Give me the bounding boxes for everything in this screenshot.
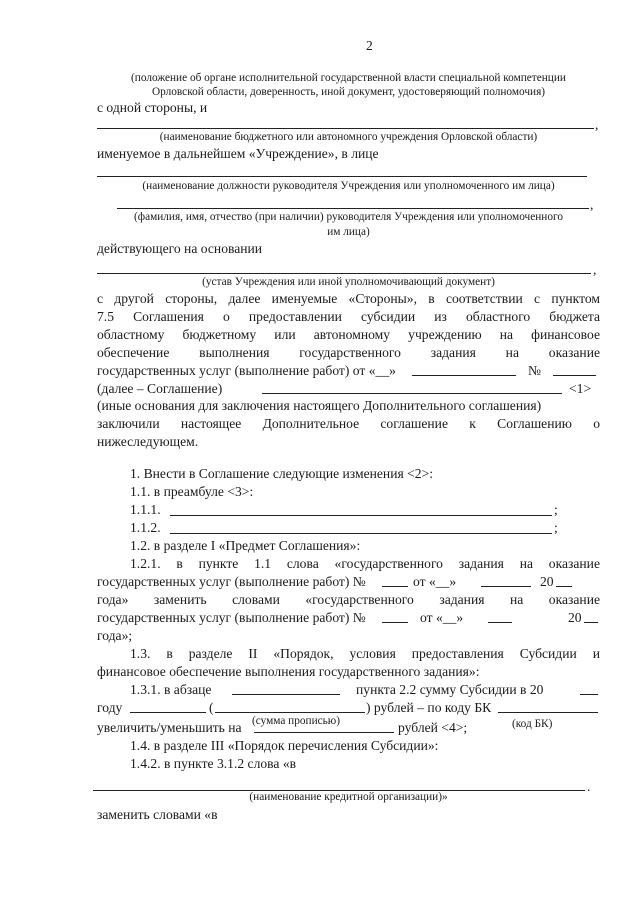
semicolon-1: ; — [554, 502, 558, 517]
agreement-date-blank — [412, 375, 516, 376]
old-task-year: 20 — [540, 574, 554, 589]
note-position: (наименование должности руководителя Учреждения или уполномоченного им лица) — [142, 180, 555, 192]
item-1-1: 1.1. в преамбуле <3>: — [130, 484, 254, 499]
old-task-date: от «__» — [413, 574, 457, 589]
item-1-3-1-b: пункта 2.2 сумму Субсидии в 20 — [356, 682, 544, 697]
new-task-date-blank — [488, 622, 512, 623]
new-task-date: от «__» — [420, 610, 464, 625]
item-1-2-1-line-3: года» заменить словами «государственного задания на оказание — [97, 592, 600, 607]
preamble-line-4: обеспечение выполнения государственного задания на оказание — [97, 345, 600, 360]
preamble-line-3: областному бюджетному или автономному учреждению на финансовое — [97, 327, 600, 342]
note-organ-line2: Орловской области, доверенность, иной документ, удостоверяющий полномочия) — [151, 86, 546, 98]
note-sum-words: (сумма прописью) — [252, 715, 340, 727]
preamble-line-6: (далее – Соглашение) — [97, 381, 223, 396]
preamble-line-9: нижеследующем. — [97, 434, 199, 449]
subsidy-year-blank — [580, 694, 598, 695]
item-1-1-1: 1.1.1. — [130, 502, 161, 517]
sum-words-blank — [215, 712, 365, 713]
item-1-4: 1.4. в разделе III «Порядок перечисления Субсидии»: — [130, 738, 439, 753]
semicolon-2: ; — [554, 520, 558, 535]
old-task-year-blank — [556, 586, 572, 587]
item-1-3-1-g: рублей <4>; — [398, 720, 468, 735]
charter-line — [97, 273, 591, 274]
item-1-3-line-2: финансовое обеспечение выполнения государственного задания»: — [97, 664, 480, 679]
preamble-line-8: заключили настоящее Дополнительное соглашение к Соглашению о — [97, 416, 600, 431]
fio-line — [117, 208, 589, 209]
item-1-2-1-line-1: 1.2.1. в пункте 1.1 слова «государственного задания на оказание — [130, 556, 600, 571]
item-1-1-1-blank — [170, 515, 552, 516]
item-1: 1. Внести в Соглашение следующие изменения <2>: — [130, 466, 434, 481]
note-fio-line2: им лица) — [327, 226, 370, 238]
note-fio-line1: (фамилия, имя, отчество (при наличии) руководителя Учреждения или уполномоченного — [134, 211, 563, 223]
item-1-2: 1.2. в разделе I «Предмет Соглашения»: — [130, 538, 361, 553]
item-1-3-1-e: ) рублей – по коду БК — [366, 700, 492, 715]
item-1-2-1-line-4: государственных услуг (выполнение работ) № — [97, 610, 366, 625]
acting-basis-text: действующего на основании — [97, 241, 263, 256]
preamble-line-5: государственных услуг (выполнение работ) от «__» — [97, 363, 396, 378]
item-1-3-1-a: 1.3.1. в абзаце — [130, 682, 212, 697]
bk-code-blank — [498, 712, 598, 713]
preamble-line-2: 7.5 Соглашения о предоставлении субсидии из областного бюджета — [97, 309, 600, 324]
number-sign: № — [528, 363, 541, 378]
comma-2: , — [590, 197, 594, 212]
preamble-line-1: с другой стороны, далее именуемые «Стороны», в соответствии с пунктом — [97, 291, 600, 306]
new-task-year: 20 — [568, 610, 582, 625]
item-1-1-2: 1.1.2. — [130, 520, 161, 535]
item-1-4-2: 1.4.2. в пункте 3.1.2 слова «в — [130, 756, 297, 771]
item-1-2-1-line-2: государственных услуг (выполнение работ) № — [97, 574, 366, 589]
note-organ-line1: (положение об органе исполнительной государственной власти специальной компетенции — [131, 72, 566, 84]
note-bk-code: (код БК) — [512, 718, 553, 730]
sum-digits-blank — [130, 712, 206, 713]
new-task-number-blank — [382, 622, 408, 623]
note-charter: (устав Учреждения или иной уполномочивающий документ) — [202, 276, 495, 288]
note-credit-org: (наименование кредитной организации)» — [249, 791, 448, 803]
change-amount-blank — [254, 732, 394, 733]
new-task-year-blank — [584, 622, 598, 623]
agreement-number-blank — [553, 375, 596, 376]
preamble-line-7: (иные основания для заключения настоящего Дополнительного соглашения) — [97, 398, 542, 413]
old-task-number-blank — [382, 586, 408, 587]
paragraph-blank — [232, 694, 340, 695]
comma-3: , — [593, 262, 597, 277]
item-1-3-1-f: увеличить/уменьшить на — [97, 720, 242, 735]
one-side-text: с одной стороны, и — [97, 100, 208, 115]
item-1-3-line-1: 1.3. в разделе II «Порядок, условия предоставления Субсидии и — [130, 646, 600, 661]
replace-words-text: заменить словами «в — [97, 807, 218, 822]
page-number: 2 — [366, 38, 373, 53]
item-1-1-2-blank — [170, 533, 552, 534]
old-task-date-blank — [481, 586, 531, 587]
comma-1: , — [595, 117, 599, 132]
item-1-3-1-c: году — [97, 700, 123, 715]
period: . — [587, 779, 591, 794]
position-line — [97, 176, 587, 177]
open-paren: ( — [209, 700, 214, 715]
agreement-name-blank — [262, 393, 562, 394]
item-1-2-1-line-5: года»; — [97, 628, 133, 643]
note-institution: (наименование бюджетного или автономного учреждения Орловской области) — [159, 131, 538, 143]
named-institution-text: именуемое в дальнейшем «Учреждение», в лице — [97, 146, 379, 161]
institution-name-line — [97, 128, 594, 129]
footnote-1: <1> — [569, 381, 592, 396]
